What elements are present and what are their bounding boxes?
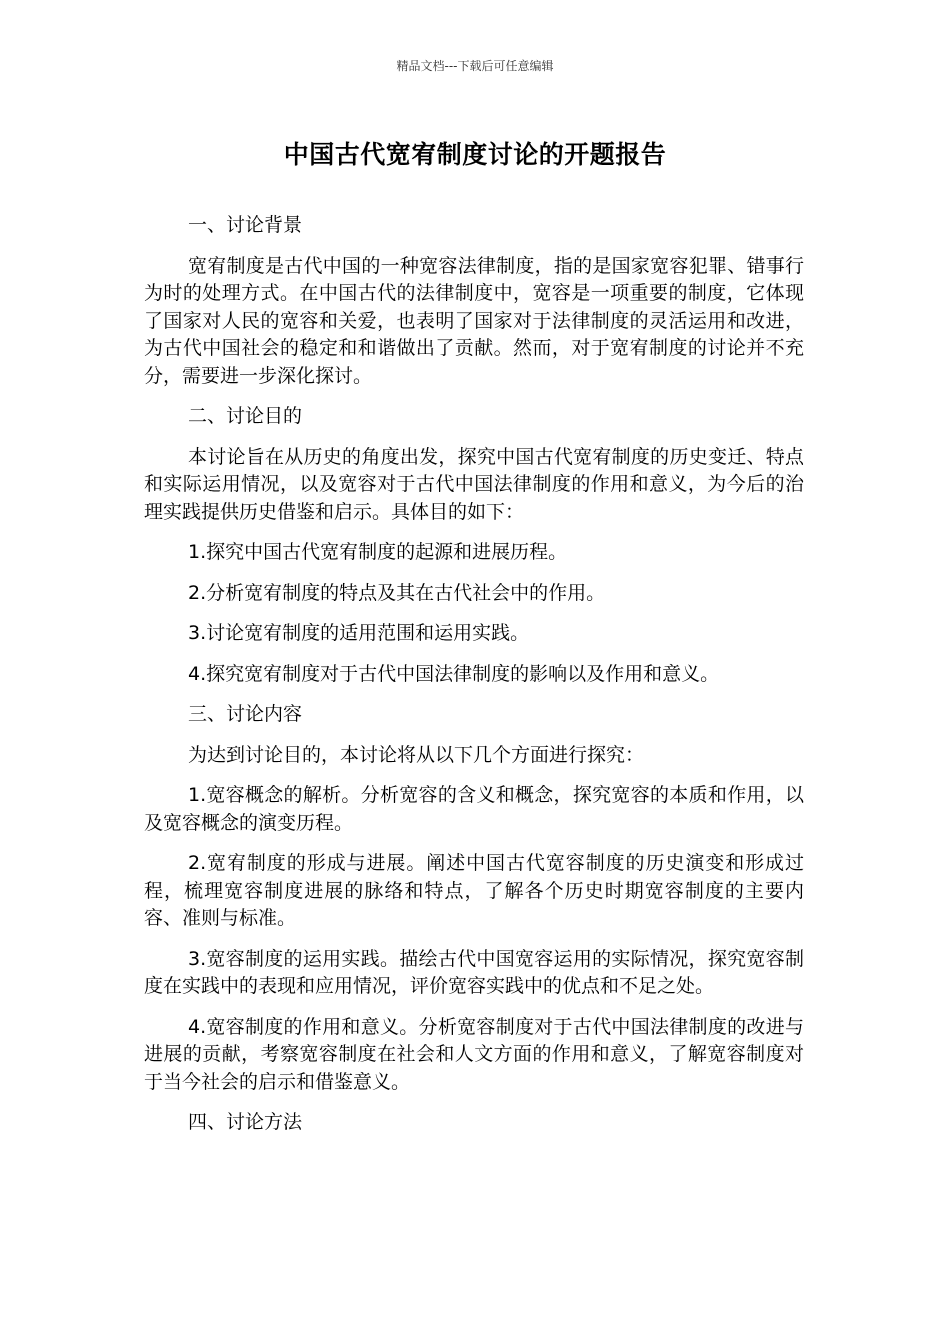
header-note: 精品文档---下载后可任意编辑: [396, 59, 554, 73]
document-body: [144, 212, 804, 1150]
paragraph-purpose: 本讨论旨在从历史的角度出发，探究中国古代宽宥制度的历史变迁、特点和实际运用情况，以及宽容对于古代中国法律制度的作用和意义，为今后的治理实践提供历史借鉴和启示。具体目的如下：: [144, 445, 804, 523]
section-heading-background: 一、讨论背景: [188, 214, 303, 236]
content-item-4: 4.宽容制度的作用和意义。分析宽容制度对于古代中国法律制度的改进与进展的贡献，考察宽容制度在社会和人文方面的作用和意义，了解宽容制度对于当今社会的启示和借鉴意义。: [144, 1015, 804, 1093]
section-heading-purpose: 二、讨论目的: [188, 405, 303, 427]
section-heading-method: 四、讨论方法: [188, 1111, 303, 1133]
purpose-item-4: 4.探究宽宥制度对于古代中国法律制度的影响以及作用和意义。: [188, 662, 720, 685]
purpose-item-3: 3.讨论宽宥制度的适用范围和运用实践。: [188, 622, 530, 644]
content-item-1: 1.宽容概念的解析。分析宽容的含义和概念，探究宽容的本质和作用，以及宽容概念的演变历程。: [144, 784, 804, 834]
purpose-item-1: 1.探究中国古代宽宥制度的起源和进展历程。: [188, 541, 568, 563]
paragraph-background: 宽宥制度是古代中国的一种宽容法律制度，指的是国家宽容犯罪、错事行为时的处理方式。在中国古代的法律制度中，宽容是一项重要的制度，它体现了国家对人民的宽容和关爱，也表明了国家对于法律制度的灵活运用和改进，为古代中国社会的稳定和和谐做出了贡献。然而，对于宽宥制度的讨论并不充分，需要进一步深化探讨。: [144, 254, 804, 387]
purpose-item-2: 2.分析宽宥制度的特点及其在古代社会中的作用。: [188, 581, 606, 604]
content-item-2: 2.宽宥制度的形成与进展。阐述中国古代宽容制度的历史演变和形成过程，梳理宽容制度进展的脉络和特点，了解各个历史时期宽容制度的主要内容、准则与标准。: [144, 852, 804, 929]
content-item-3: 3.宽容制度的运用实践。描绘古代中国宽容运用的实际情况，探究宽容制度在实践中的表现和应用情况，评价宽容实践中的优点和不足之处。: [144, 947, 804, 997]
document-title: 中国古代宽宥制度讨论的开题报告: [283, 140, 667, 169]
section-heading-content: 三、讨论内容: [188, 703, 303, 725]
paragraph-content-intro: 为达到讨论目的，本讨论将从以下几个方面进行探究：: [188, 743, 645, 766]
